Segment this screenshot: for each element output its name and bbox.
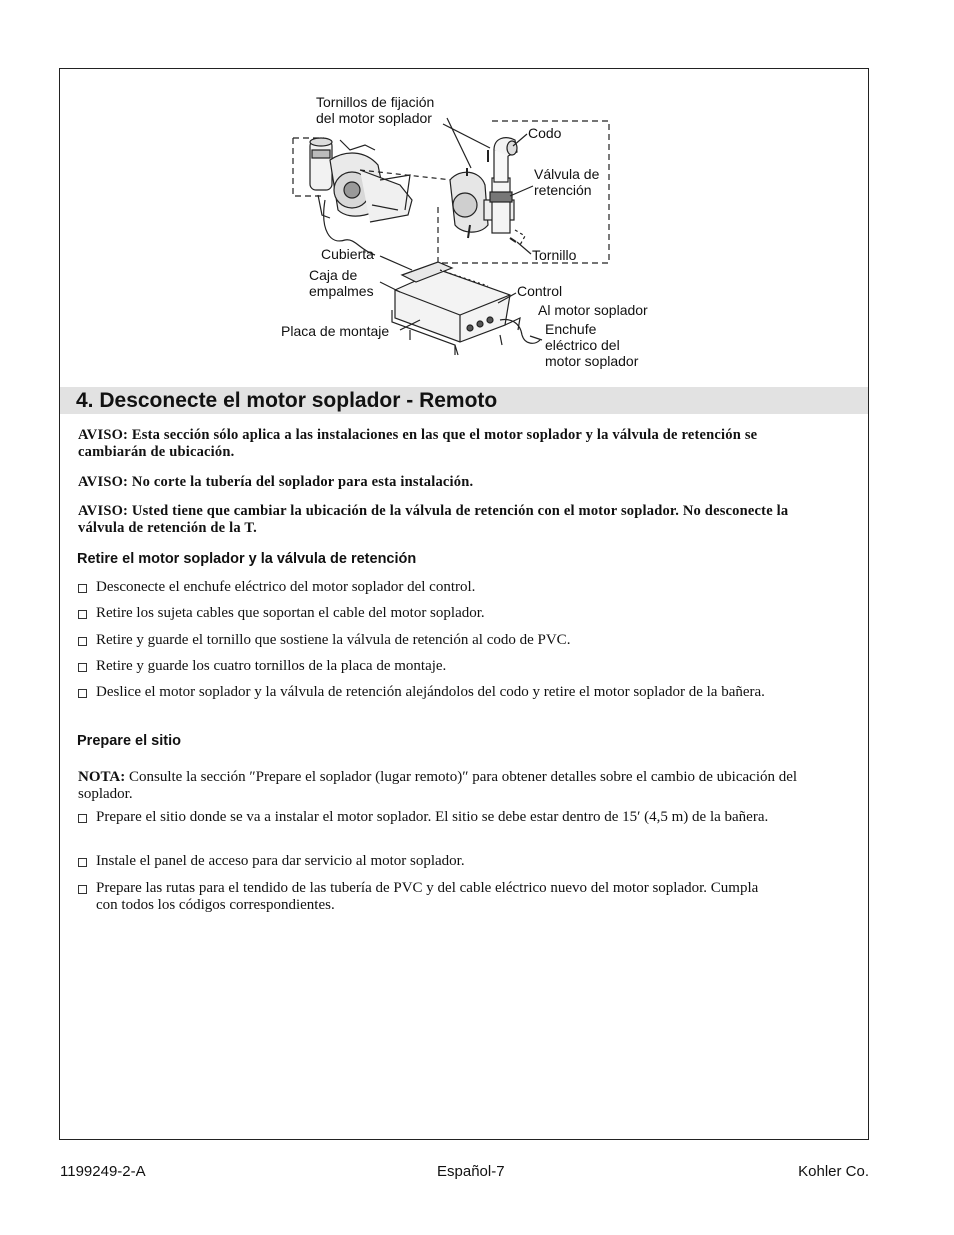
note-paragraph: NOTA: Consulte la sección ″Prepare el soplador (lugar remoto)″ para obtener detalles sobre el cambio de ubicación del soplador.	[78, 769, 798, 802]
label-screw: Tornillo	[532, 247, 577, 263]
section-title: 4. Desconecte el motor soplador - Remoto	[76, 389, 498, 412]
prepare-heading: Prepare el sitio	[77, 733, 181, 749]
doc-number: 1199249-2-A	[60, 1163, 146, 1180]
label-junction-box: Caja de empalmes	[309, 267, 374, 299]
blower-illustration	[0, 0, 954, 380]
checkbox-icon	[78, 689, 87, 698]
label-mounting-plate: Placa de montaje	[281, 323, 390, 339]
label-elbow: Codo	[528, 125, 562, 141]
company-name: Kohler Co.	[798, 1163, 869, 1180]
checkbox-icon	[78, 584, 87, 593]
blower-installation-figure	[0, 0, 954, 380]
label-control: Control	[517, 283, 563, 299]
checkbox-icon	[78, 885, 87, 894]
label-screws: Tornillos de fijación del motor soplador	[316, 94, 435, 126]
note-label: NOTA:	[78, 769, 126, 785]
notice-relocate-valve: AVISO: Usted tiene que cambiar la ubicación de la válvula de retención con el motor soplador. No desconecte la válvula de retención de la T.	[78, 503, 789, 536]
notice-scope: AVISO: Esta sección sólo aplica a las instalaciones en las que el motor soplador y la válvula de retención se cambiarán de ubicación.	[78, 427, 758, 460]
checkbox-icon	[78, 610, 87, 619]
label-check-valve: Válvula de retención	[534, 166, 600, 198]
checkbox-icon	[78, 663, 87, 672]
section-header	[60, 387, 868, 414]
checkbox-icon	[78, 637, 87, 646]
checkbox-icon	[78, 814, 87, 823]
remove-heading: Retire el motor soplador y la válvula de retención	[77, 551, 417, 567]
page-number: Español-7	[437, 1163, 505, 1180]
label-cover: Cubierta	[321, 246, 374, 262]
label-to-blower: Al motor soplador	[538, 302, 648, 318]
checkbox-icon	[78, 858, 87, 867]
label-blower-plug: Enchufe eléctrico del motor soplador	[545, 321, 639, 369]
notice-do-not-cut: AVISO: No corte la tubería del soplador para esta instalación.	[78, 474, 474, 490]
